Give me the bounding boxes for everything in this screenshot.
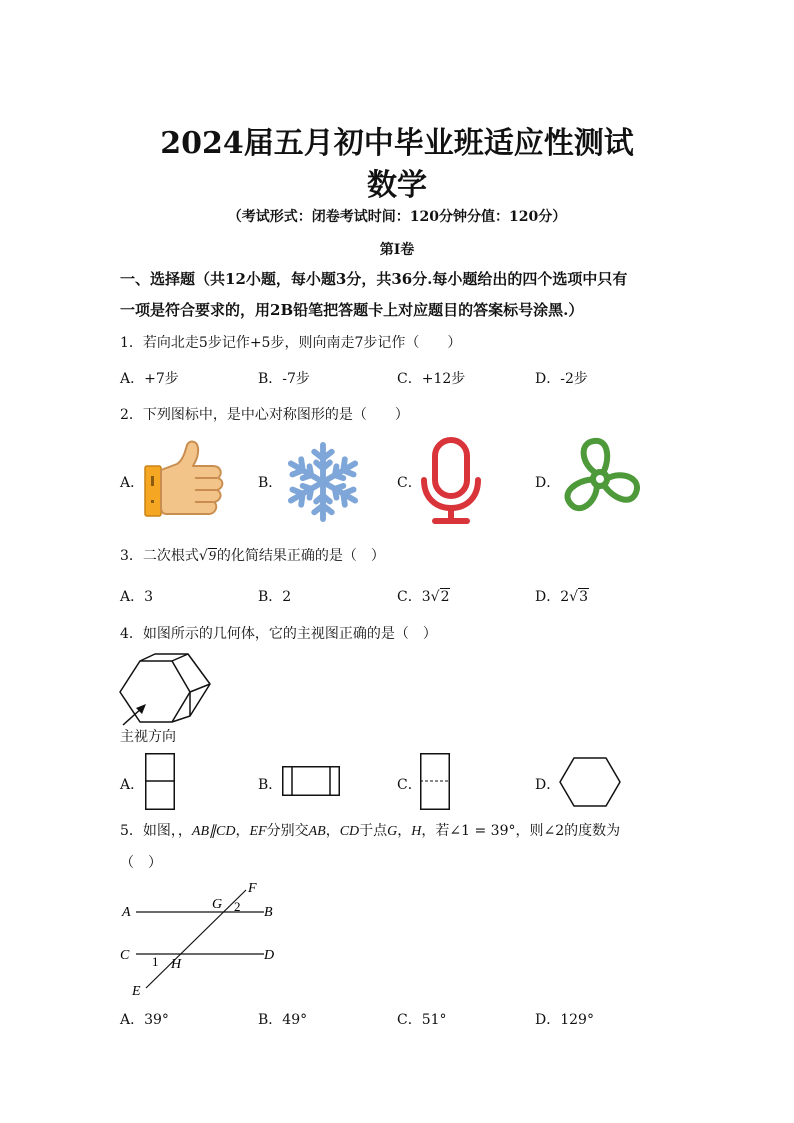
q4-option-a-figure <box>145 753 175 810</box>
fig-label-h: H <box>171 957 182 972</box>
q2-label-b: B． <box>258 475 283 491</box>
exam-title: 2024届五月初中毕业班适应性测试 <box>160 126 634 161</box>
section-instructions-line1: 一、选择题（共12小题，每小题3分，共36分.每小题给出的四个选项中只有 <box>120 270 628 288</box>
section-instructions-line2: 一项是符合要求的，用2B铅笔把答题卡上对应题目的答案标号涂黑.） <box>120 301 584 319</box>
fan-icon <box>559 438 641 520</box>
q4-label-a: A． <box>120 777 145 793</box>
fig-angle-2: 2 <box>234 899 241 914</box>
q5-option-b: B．49° <box>258 1012 308 1028</box>
q4-label-c: C． <box>397 777 422 793</box>
q4-option-b-figure <box>282 766 340 796</box>
q4-stem: 4．如图所示的几何体，它的主视图正确的是（ ） <box>120 626 437 642</box>
q4-label-b: B． <box>258 777 283 793</box>
fig-label-a: A <box>122 905 131 920</box>
q2-stem: 2．下列图标中，是中心对称图形的是（ ） <box>120 407 409 423</box>
q4-option-c-figure <box>420 753 450 810</box>
q2-label-c: C． <box>397 475 422 491</box>
snowflake-icon <box>282 440 364 524</box>
q5-answer-paren: （ ） <box>120 855 162 871</box>
microphone-icon <box>418 436 484 526</box>
q5-option-a: A．39° <box>120 1012 169 1028</box>
fig-angle-1: 1 <box>152 954 159 969</box>
view-direction-caption: 主视方向 <box>120 729 176 745</box>
q1-option-a: A．+7步 <box>120 371 179 387</box>
q5-option-d: D．129° <box>535 1012 594 1028</box>
q3-option-b: B．2 <box>258 589 292 605</box>
q3-option-a: A．3 <box>120 589 154 605</box>
q3-stem: 3．二次根式√9的化简结果正确的是（ ） <box>120 548 385 564</box>
subject-title: 数学 <box>367 168 427 203</box>
volume-label: 第Ⅰ卷 <box>379 242 415 258</box>
fig-label-d: D <box>264 948 275 963</box>
q1-option-d: D．-2步 <box>535 371 588 387</box>
q4-label-d: D． <box>535 777 561 793</box>
fig-label-f: F <box>248 881 257 896</box>
exam-info: （考试形式：闭卷考试时间：120分钟分值：120分） <box>227 209 567 225</box>
fig-label-e: E <box>132 984 141 999</box>
q3-option-d: D．2√3 <box>535 589 588 605</box>
q3-radicand: 9 <box>208 549 216 564</box>
q3-option-c: C．3√2 <box>397 589 450 605</box>
q2-label-a: A． <box>120 475 145 491</box>
q1-option-c: C．+12步 <box>397 371 466 387</box>
q2-label-d: D． <box>535 475 561 491</box>
fig-label-b: B <box>264 905 273 920</box>
q4-option-d-figure <box>558 756 622 808</box>
hexagonal-prism-figure <box>118 652 218 732</box>
parallel-lines-figure <box>118 878 288 1000</box>
fig-label-g: G <box>212 897 223 912</box>
q5-option-c: C．51° <box>397 1012 447 1028</box>
q1-option-b: B．-7步 <box>258 371 310 387</box>
fig-label-c: C <box>120 948 130 963</box>
thumbs-up-icon <box>143 440 225 522</box>
q5-stem: 5．如图，，AB∥CD，EF分别交AB，CD于点G，H，若∠1 = 39°，则∠2的度数为 <box>120 823 621 839</box>
q1-stem: 1．若向北走5步记作+5步，则向南走7步记作（ ） <box>120 335 462 351</box>
